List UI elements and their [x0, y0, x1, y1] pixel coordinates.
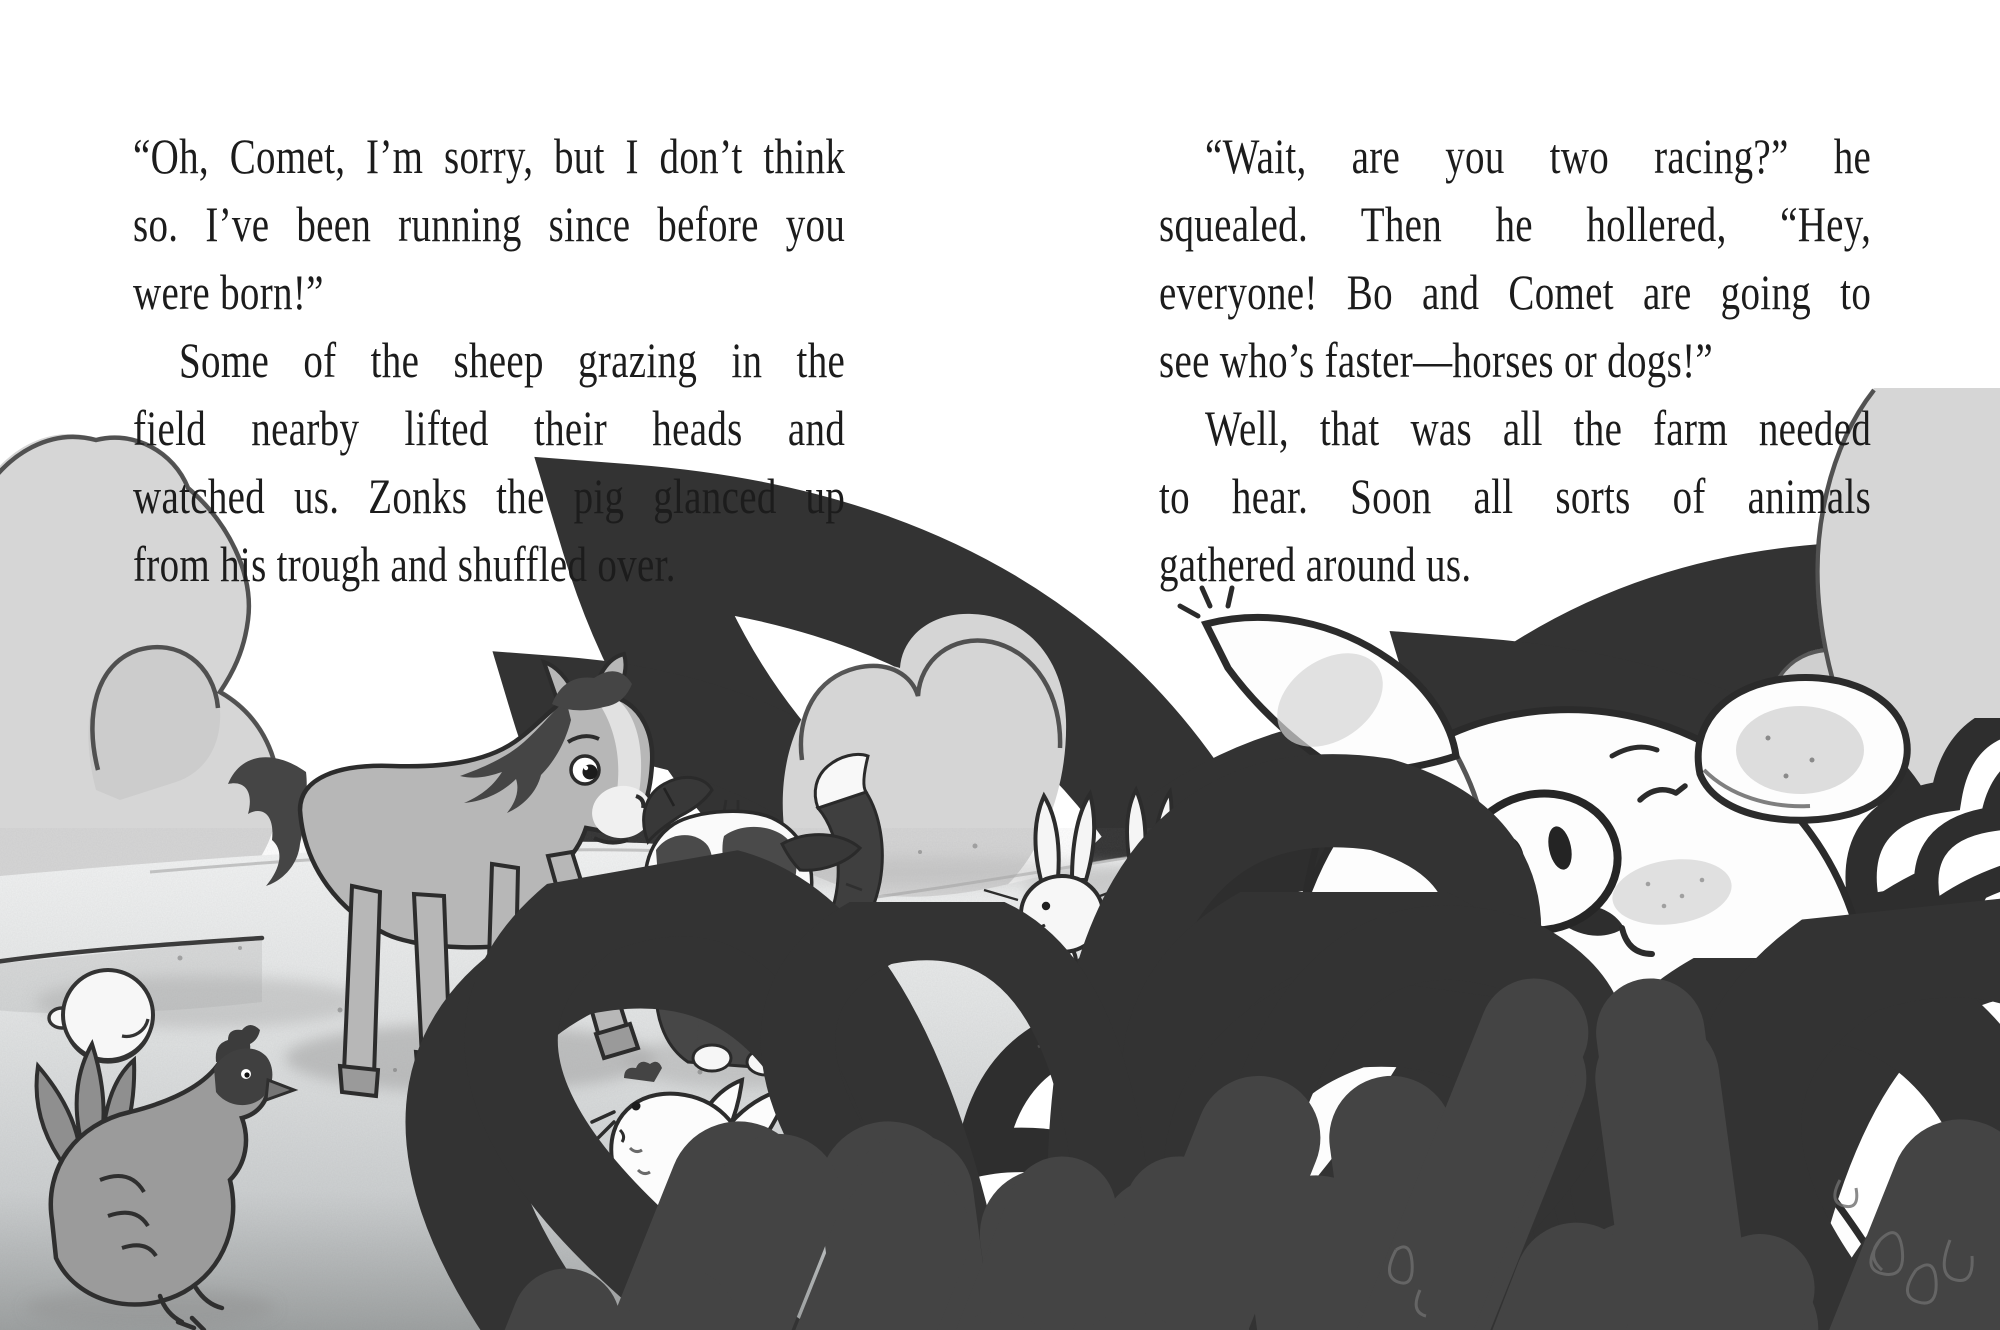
- right-text-column: [1159, 122, 1871, 598]
- text-line: field nearby lifted their heads and: [133, 400, 846, 456]
- text-line: watched us. Zonks the pig glanced up: [133, 468, 846, 524]
- text-line: everyone! Bo and Comet are going to: [1159, 264, 1872, 320]
- text-line: Well, that was all the farm needed: [1205, 400, 1872, 456]
- text-line: squealed. Then he hollered, “Hey,: [1159, 196, 1872, 252]
- text-line: see who’s faster—horses or dogs!”: [1159, 332, 1713, 388]
- text-line: to hear. Soon all sorts of animals: [1159, 468, 1872, 524]
- left-text-column: [133, 122, 845, 598]
- pig-ear-left: [1180, 588, 1456, 776]
- text-line: “Oh, Comet, I’m sorry, but I don’t think: [133, 128, 846, 184]
- pig-ear-right: [1698, 677, 1907, 820]
- text-line: were born!”: [133, 264, 324, 320]
- text-line: so. I’ve been running since before you: [133, 196, 846, 252]
- text-line: from his trough and shuffled over.: [133, 536, 676, 592]
- text-line: Some of the sheep grazing in the: [179, 332, 846, 388]
- text-line: gathered around us.: [1159, 536, 1472, 592]
- text-line: “Wait, are you two racing?” he: [1205, 128, 1872, 184]
